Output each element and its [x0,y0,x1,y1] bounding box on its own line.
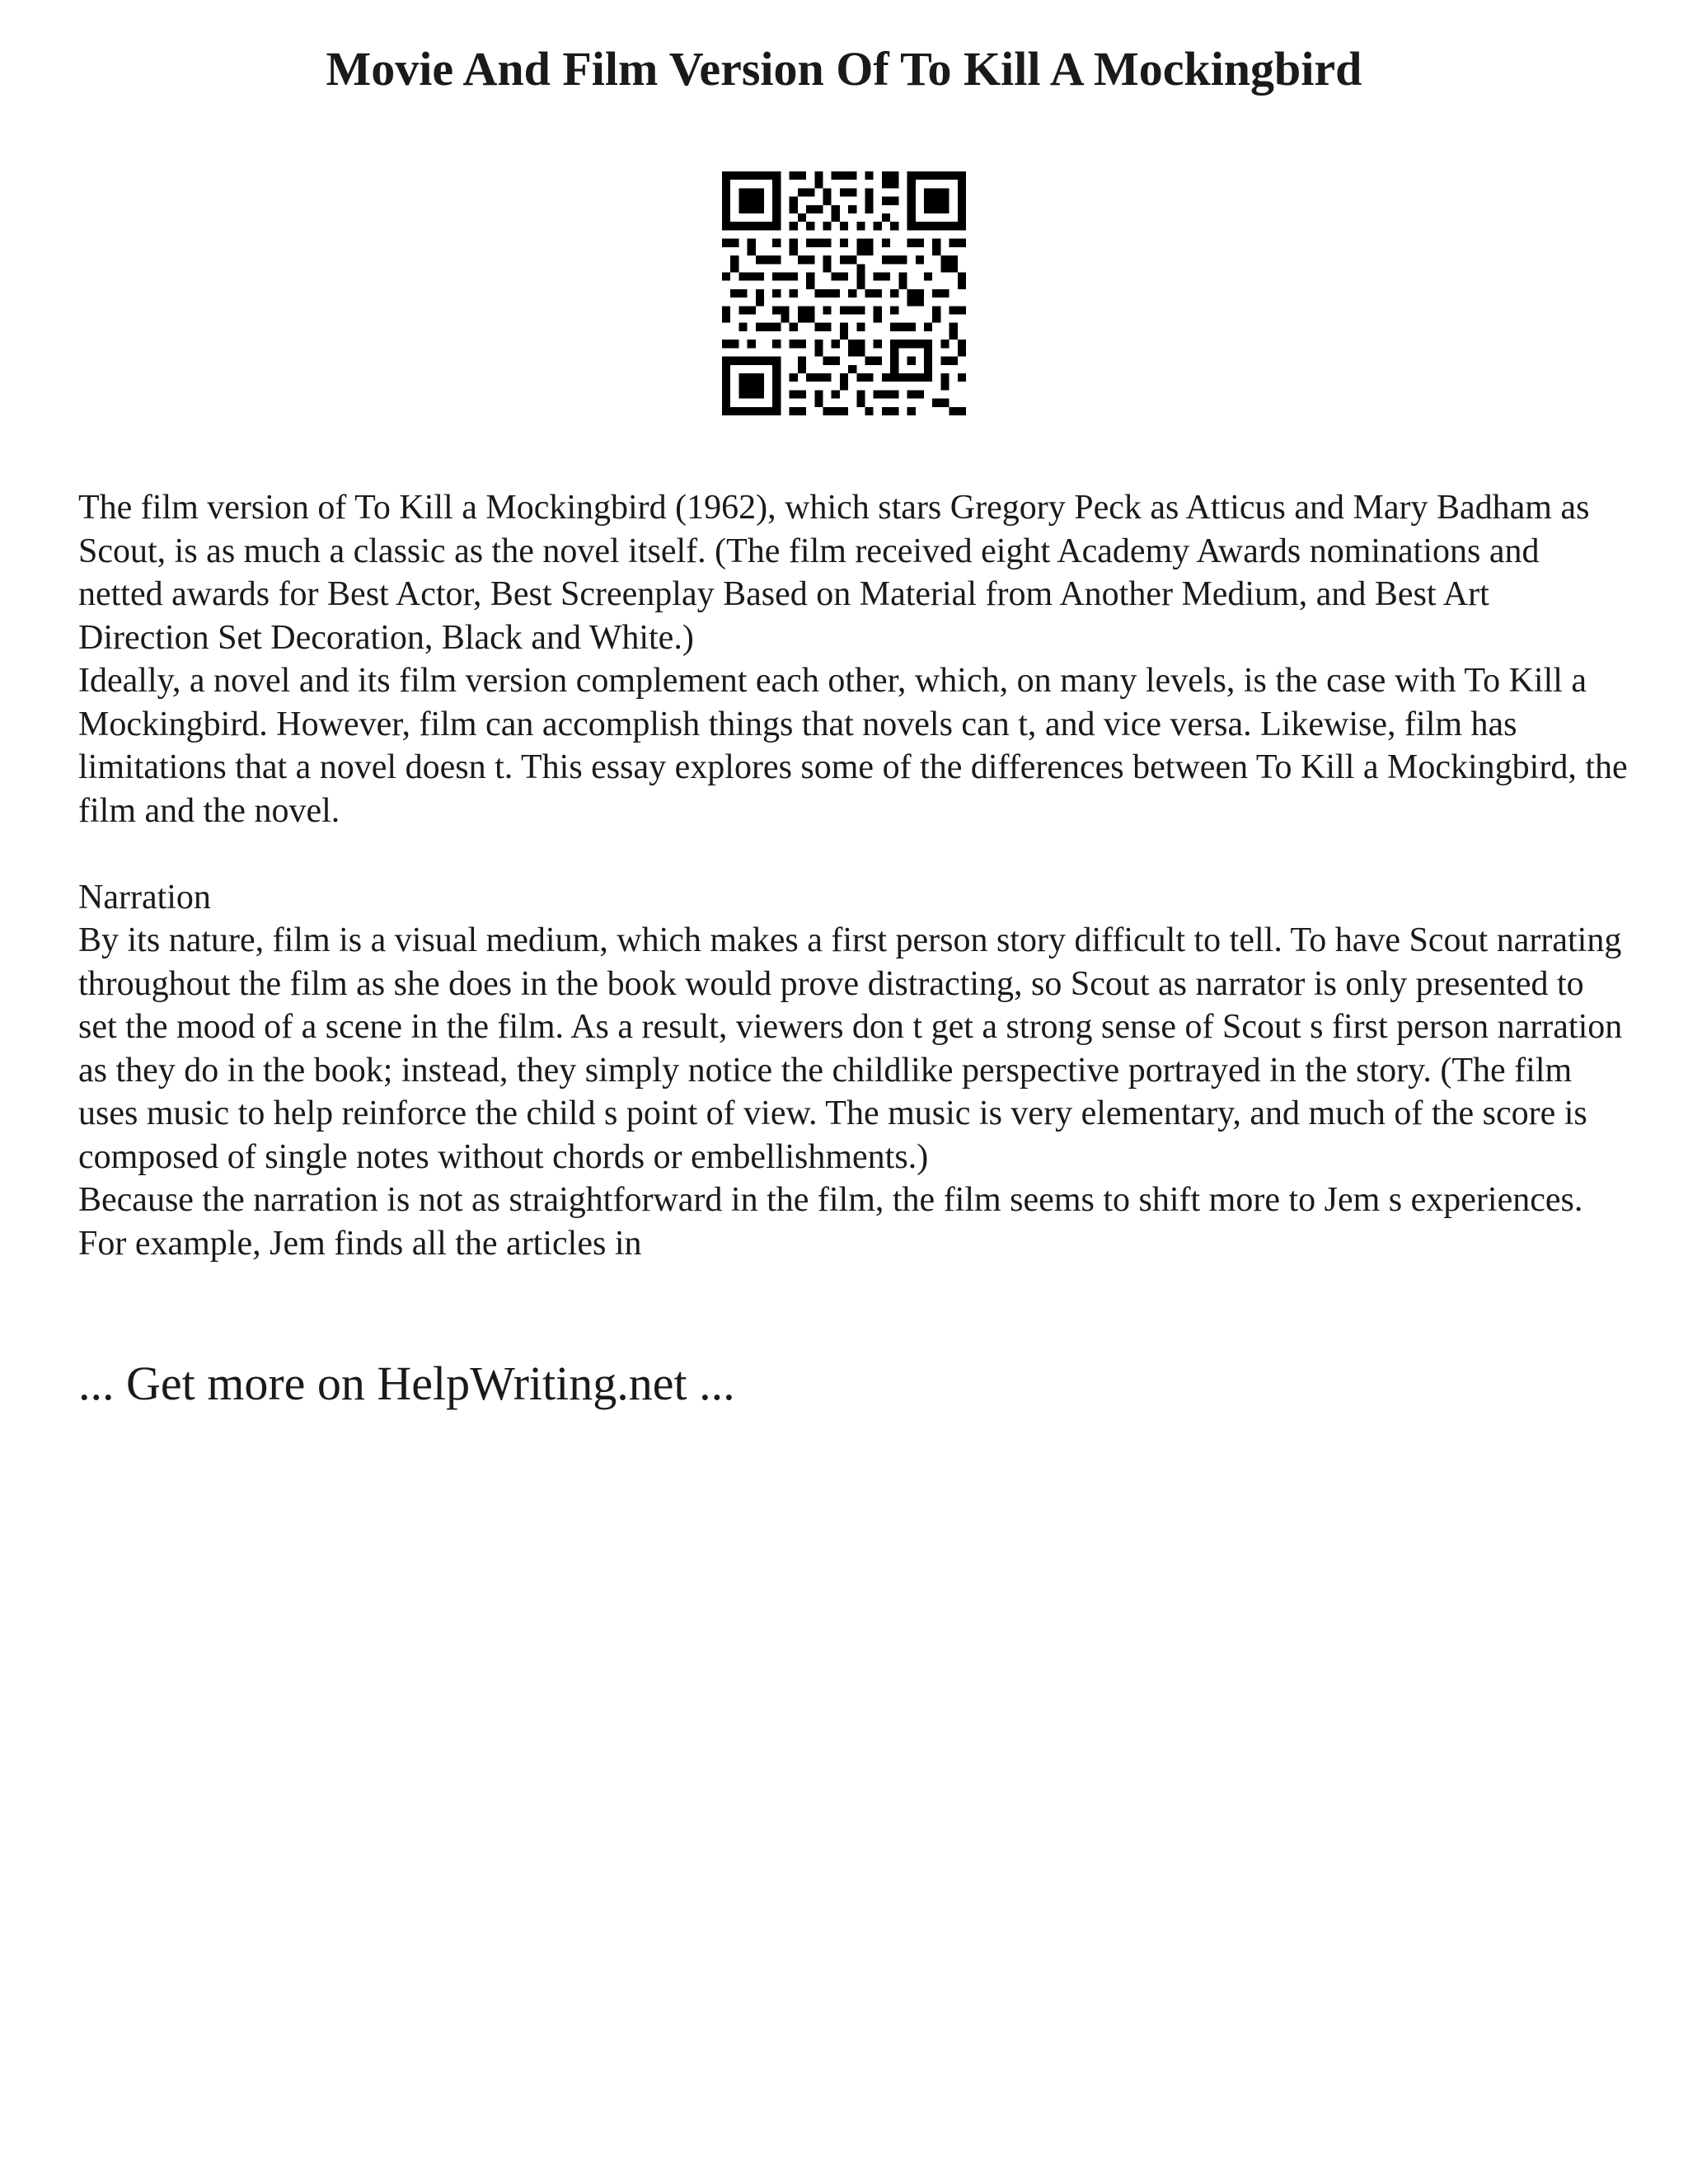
section-paragraph: By its nature, film is a visual medium, which makes a first person story difficult to tell. To have Scout narrating throughout the film as she does in the book would prove distracting, so Scout as narrator is only presented to set the mood of a scene in the film. As a result, viewers don t get a strong sense of Scout s first person narration as they do in the book; instead, they simply notice the childlike perspective portrayed in the story. (The film uses music to help reinforce the child s point of view. The music is very elementary, and much of the score is composed of single notes without chords or embellishments.) [78,921,1623,1176]
section-paragraph: Because the narration is not as straightforward in the film, the film seems to shift more to Jem s experiences. For example, Jem finds all the articles in [78,1181,1583,1263]
intro-paragraph: Ideally, a novel and its film version complement each other, which, on many levels, is the case with To Kill a Mockingbird. However, film can accomplish things that novels can t, and vice versa. Likewise, film has limitations that a novel doesn t. This essay explores some of the differences between To Kill a Mockingbird, the film and the novel. [78,662,1628,830]
section-heading: Narration [78,878,211,916]
paragraph-spacer [78,832,1628,876]
document-title: Movie And Film Version Of To Kill A Mockingbird [326,42,1362,96]
get-more-link[interactable]: ... Get more on HelpWriting.net ... [78,1357,735,1410]
qr-code-icon [722,171,966,415]
document-body [78,486,1628,1265]
intro-paragraph: The film version of To Kill a Mockingbird (1962), which stars Gregory Peck as Atticus and Mary Badham as Scout, is as much a classic as the novel itself. (The film received eight Academy Awards nominations and netted awards for Best Actor, Best Screenplay Based on Material from Another Medium, and Best Art Direction Set Decoration, Black and White.) [78,489,1590,657]
